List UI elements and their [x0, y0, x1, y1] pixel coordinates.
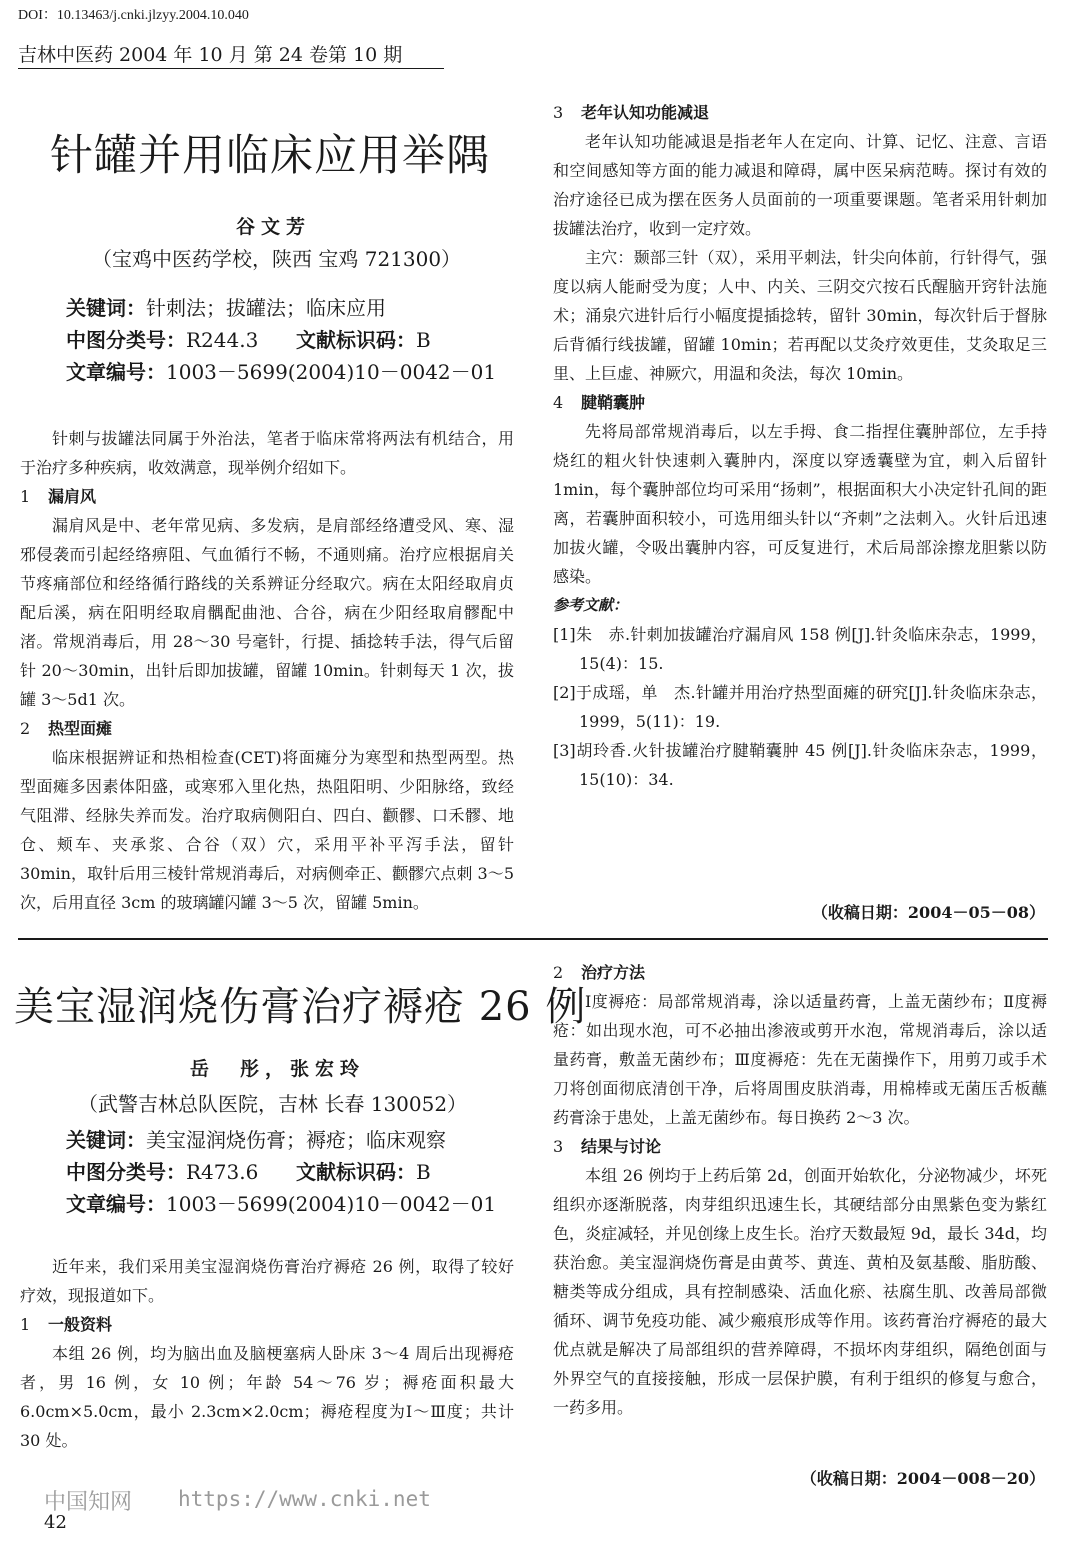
article1-affiliation: （宝鸡中医药学校，陕西 宝鸡 721300）	[92, 247, 462, 271]
section-heading: 3 老年认知功能减退	[553, 103, 710, 122]
article1-received-date: （收稿日期：2004－05－08）	[811, 903, 1045, 922]
article1-meta	[66, 292, 496, 388]
cnki-watermark-logo: 中国知网	[44, 1490, 133, 1515]
article2-author: 岳 彤，张宏玲	[190, 1058, 366, 1080]
page-number: 42	[44, 1512, 67, 1533]
references-heading: 参考文献：	[553, 596, 629, 614]
article-separator	[18, 938, 1048, 940]
section-text: 先将局部常规消毒后，以左手拇、食二指捏住囊肿部位，左手持烧红的粗火针快速刺入囊肿内，深度以穿透囊壁为宜，刺入后留针 1min，每个囊肿部位均可采用“扬刺”，根据面积大小决定针孔间的距离，若囊肿面积较小，可选用细头针以“齐刺”之法刺入。火针后迅速加拔火罐，令吸出囊肿内容，可反复进行，术后局部涂擦龙胆紫以防感染。	[553, 422, 1047, 586]
keywords: 美宝湿润烧伤膏；褥疮；临床观察	[146, 1128, 446, 1152]
keywords: 针刺法；拔罐法；临床应用	[146, 296, 386, 320]
article-number-line: 文章编号：1003－5699(2004)10－0042－01	[66, 1192, 497, 1216]
section-heading: 1 一般资料	[20, 1315, 113, 1334]
classification-line: 中图分类号：R473.6 文献标识码：B	[66, 1160, 431, 1184]
cnki-watermark-url: https://www.cnki.net	[178, 1487, 431, 1511]
article2-intro: 近年来，我们采用美宝湿润烧伤膏治疗褥疮 26 例，取得了较好疗效，现报道如下。	[20, 1257, 514, 1305]
article2-meta	[66, 1124, 496, 1220]
section-text: Ⅰ度褥疮：局部常规消毒，涂以适量药膏，上盖无菌纱布；Ⅱ度褥疮：如出现水泡，可不必抽出渗液或剪开水泡，常规消毒后，涂以适量药膏，敷盖无菌纱布；Ⅲ度褥疮：先在无菌操作下，用剪刀或手术刀将创面彻底清创干净，后将周围皮肤消毒，用棉棒或无菌压舌板蘸药膏涂于患处，上盖无菌纱布。每日换药 2～3 次。	[553, 992, 1047, 1127]
reference-item: [2]于成瑶，单 杰.针罐并用治疗热型面瘫的研究[J].针灸临床杂志，1999，5(11)：19.	[553, 683, 1047, 731]
keywords-line: 关键词：美宝湿润烧伤膏；褥疮；临床观察	[66, 1128, 446, 1152]
section-heading: 3 结果与讨论	[553, 1137, 662, 1156]
section-text: 临床根据辨证和热相检查(CET)将面瘫分为寒型和热型两型。热型面瘫多因素体阳盛，或寒邪入里化热，热阻阳明、少阳脉络，致经气阻滞、经脉失养而发。治疗取病侧阳白、四白、颧髎、口禾髎、地仓、颊车、夹承浆、合谷（双）穴，采用平补平泻手法，留针 30min，取针后用三棱针常规消毒后，对病侧牵正、颧髎穴点刺 3～5 次，后用直径 3cm 的玻璃罐闪罐 3～5 次，留罐 5min。	[20, 748, 514, 912]
journal-line: 吉林中医药 2004 年 10 月 第 24 卷第 10 期	[18, 44, 403, 66]
section-heading: 4 腱鞘囊肿	[553, 393, 646, 412]
reference-item: [1]朱 赤.针刺加拔罐治疗漏肩风 158 例[J].针灸临床杂志，1999，15(4)：15.	[553, 625, 1047, 673]
article1-left-column	[20, 424, 514, 917]
article2-title: 美宝湿润烧伤膏治疗褥疮 26 例	[14, 984, 587, 1030]
article2-right-column	[553, 958, 1047, 1422]
article1-intro: 针刺与拔罐法同属于外治法，笔者于临床常将两法有机结合，用于治疗多种疾病，收效满意，现举例介绍如下。	[20, 429, 514, 477]
article2-left-column	[20, 1252, 514, 1455]
article2-affiliation: （武警吉林总队医院，吉林 长春 130052）	[78, 1092, 468, 1116]
header-rule	[18, 68, 444, 69]
section-text: 漏肩风是中、老年常见病、多发病，是肩部经络遭受风、寒、湿邪侵袭而引起经络痹阻、气血循行不畅，不通则痛。治疗应根据肩关节疼痛部位和经络循行路线的关系辨证分经取穴。病在太阳经取肩贞配后溪，病在阳明经取肩髃配曲池、合谷，病在少阳经取肩髎配中渚。常规消毒后，用 28～30 号毫针，行提、插捻转手法，得气后留针 20～30min，出针后即加拔罐，留罐 10min。针刺每天 1 次，拔罐 3～5d1 次。	[20, 516, 514, 709]
doi: DOI：10.13463/j.cnki.jlzyy.2004.10.040	[18, 8, 249, 23]
reference-item: [3]胡玲香.火针拔罐治疗腱鞘囊肿 45 例[J].针灸临床杂志，1999，15(10)：34.	[553, 741, 1047, 789]
section-text: 本组 26 例均于上药后第 2d，创面开始软化，分泌物减少，坏死组织亦逐渐脱落，肉芽组织迅速生长，其硬结部分由黑紫色变为紫红色，炎症减轻，并见创缘上皮生长。治疗天数最短 9d，最长 34d，均获治愈。美宝湿润烧伤膏是由黄芩、黄连、黄柏及氨基酸、脂肪酸、糖类等成分组成，具有控制感染、活血化瘀、祛腐生肌、改善局部微循环、调节免疫功能、减少瘢痕形成等作用。该药膏治疗褥疮的最大优点就是解决了局部组织的营养障碍，不损坏肉芽组织，隔绝创面与外界空气的直接接触，形成一层保护膜，有利于组织的修复与愈合，一药多用。	[553, 1166, 1047, 1417]
keywords-line: 关键词：针刺法；拔罐法；临床应用	[66, 296, 386, 320]
article1-title: 针罐并用临床应用举隅	[50, 131, 490, 181]
section-text: 老年认知功能减退是指老年人在定向、计算、记忆、注意、言语和空间感知等方面的能力减退和障碍，属中医呆病范畴。探讨有效的治疗途径已成为摆在医务人员面前的一项重要课题。笔者采用针刺加拔罐法治疗，收到一定疗效。	[553, 132, 1047, 238]
classification-line: 中图分类号：R244.3 文献标识码：B	[66, 328, 431, 352]
section-text: 本组 26 例，均为脑出血及脑梗塞病人卧床 3～4 周后出现褥疮者，男 16 例，女 10 例；年龄 54～76 岁；褥疮面积最大 6.0cm×5.0cm，最小 2.3cm×2.0cm；褥疮程度为Ⅰ～Ⅲ度；共计 30 处。	[20, 1344, 514, 1450]
section-text: 主穴：颞部三针（双），采用平刺法，针尖向体前，行针得气，强度以病人能耐受为度；人中、内关、三阴交穴按石氏醒脑开窍针法施术；涌泉穴进针后行小幅度提插捻转，留针 30min，每次针后于督脉后背循行线拔罐，留罐 10min；若再配以艾灸疗效更佳，艾灸取足三里、上巨虚、神厥穴，用温和灸法，每次 10min。	[553, 248, 1047, 383]
section-heading: 2 热型面瘫	[20, 719, 113, 738]
section-heading: 1 漏肩风	[20, 487, 97, 506]
article1-right-column	[553, 98, 1047, 794]
article-number-line: 文章编号：1003－5699(2004)10－0042－01	[66, 360, 497, 384]
article2-received-date: （收稿日期：2004－008－20）	[800, 1469, 1045, 1488]
section-heading: 2 治疗方法	[553, 963, 646, 982]
article1-author: 谷文芳	[236, 216, 312, 238]
